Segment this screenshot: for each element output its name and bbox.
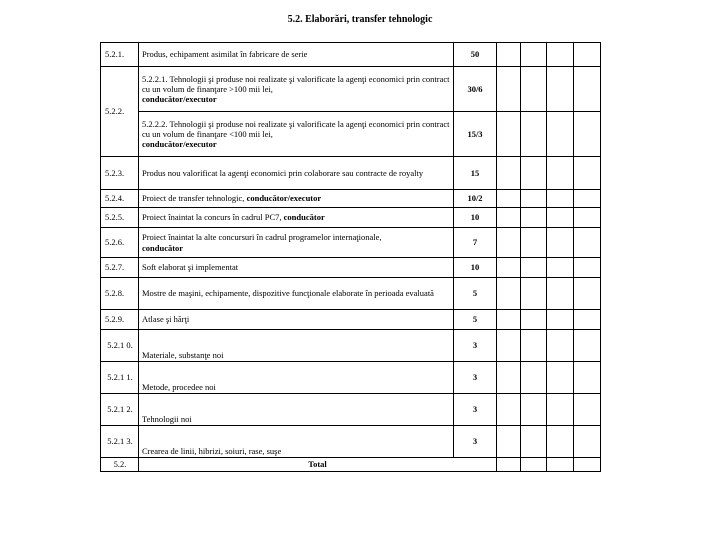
- empty-cell: [547, 330, 574, 362]
- empty-cell: [521, 157, 547, 190]
- total-row: [101, 458, 601, 472]
- empty-cell: [521, 458, 547, 472]
- row-code: 5.2.9.: [101, 310, 139, 330]
- empty-cell: [574, 258, 601, 278]
- row-code: 5.2.8.: [101, 278, 139, 310]
- empty-cell: [521, 208, 547, 228]
- row-score: 7: [454, 228, 497, 258]
- empty-cell: [574, 310, 601, 330]
- empty-cell: [497, 228, 521, 258]
- table-row: [101, 258, 601, 278]
- row-description: 5.2.2.2. Tehnologii şi produse noi realizate şi valorificate la agenţi economici prin contract cu un volum de finanţare <100 mii lei, conducător/executor: [139, 112, 454, 157]
- empty-cell: [521, 362, 547, 394]
- table-row: [101, 426, 601, 458]
- empty-cell: [574, 228, 601, 258]
- row-code: 5.2.7.: [101, 258, 139, 278]
- empty-cell: [497, 67, 521, 112]
- empty-cell: [547, 112, 574, 157]
- empty-cell: [547, 258, 574, 278]
- empty-cell: [574, 157, 601, 190]
- row-score: 5: [454, 310, 497, 330]
- empty-cell: [547, 208, 574, 228]
- table-row: [101, 394, 601, 426]
- row-description: Materiale, substanţe noi: [139, 330, 454, 362]
- empty-cell: [574, 67, 601, 112]
- empty-cell: [574, 362, 601, 394]
- role-label: conducător/executor: [142, 94, 217, 105]
- row-code: 5.2.5.: [101, 208, 139, 228]
- row-description: Mostre de maşini, echipamente, dispozitive funcţionale elaborate în perioada evaluată: [139, 278, 454, 310]
- empty-cell: [497, 394, 521, 426]
- empty-cell: [547, 362, 574, 394]
- row-code: 5.2.1 1.: [101, 362, 139, 394]
- empty-cell: [574, 330, 601, 362]
- total-code: 5.2.: [101, 458, 139, 472]
- row-description: Crearea de linii, hibrizi, soiuri, rase, suşe: [139, 426, 454, 458]
- empty-cell: [521, 258, 547, 278]
- row-score: 10: [454, 208, 497, 228]
- empty-cell: [497, 208, 521, 228]
- total-label: Total: [139, 458, 497, 472]
- empty-cell: [497, 43, 521, 67]
- role-label: conducător: [283, 212, 325, 223]
- row-description: Produs nou valorificat la agenţi economici prin colaborare sau contracte de royalty: [139, 157, 454, 190]
- row-code: 5.2.1.: [101, 43, 139, 67]
- empty-cell: [574, 458, 601, 472]
- table-row: [101, 278, 601, 310]
- empty-cell: [497, 278, 521, 310]
- row-code: 5.2.3.: [101, 157, 139, 190]
- empty-cell: [497, 190, 521, 208]
- empty-cell: [497, 330, 521, 362]
- empty-cell: [521, 426, 547, 458]
- row-code: 5.2.6.: [101, 228, 139, 258]
- empty-cell: [547, 394, 574, 426]
- row-score: 3: [454, 330, 497, 362]
- row-description: Tehnologii noi: [139, 394, 454, 426]
- empty-cell: [497, 112, 521, 157]
- empty-cell: [547, 157, 574, 190]
- table-row: [101, 157, 601, 190]
- empty-cell: [521, 43, 547, 67]
- empty-cell: [497, 426, 521, 458]
- row-score: 15: [454, 157, 497, 190]
- empty-cell: [574, 208, 601, 228]
- table-row: [101, 330, 601, 362]
- row-description: Proiect înaintat la concurs în cadrul PC7, conducător: [139, 208, 454, 228]
- empty-cell: [574, 394, 601, 426]
- empty-cell: [521, 190, 547, 208]
- row-score: 10: [454, 258, 497, 278]
- table-row: [101, 208, 601, 228]
- table-row: [101, 190, 601, 208]
- empty-cell: [497, 258, 521, 278]
- empty-cell: [497, 157, 521, 190]
- row-score: 3: [454, 362, 497, 394]
- row-code: 5.2.1 3.: [101, 426, 139, 458]
- role-label: conducător/executor: [246, 193, 322, 204]
- empty-cell: [574, 43, 601, 67]
- empty-cell: [497, 362, 521, 394]
- row-score: 50: [454, 43, 497, 67]
- row-description: Produs, echipament asimilat în fabricare de serie: [139, 43, 454, 67]
- empty-cell: [547, 458, 574, 472]
- row-code: 5.2.1 2.: [101, 394, 139, 426]
- table-row: [101, 67, 601, 112]
- row-description: Proiect de transfer tehnologic, conducător/executor: [139, 190, 454, 208]
- empty-cell: [547, 278, 574, 310]
- empty-cell: [547, 67, 574, 112]
- empty-cell: [521, 330, 547, 362]
- row-description: Soft elaborat şi implementat: [139, 258, 454, 278]
- empty-cell: [547, 43, 574, 67]
- empty-cell: [574, 278, 601, 310]
- table-row: [101, 310, 601, 330]
- empty-cell: [547, 228, 574, 258]
- table-row: [101, 228, 601, 258]
- empty-cell: [574, 190, 601, 208]
- empty-cell: [574, 112, 601, 157]
- row-score: 3: [454, 426, 497, 458]
- role-label: conducător/executor: [142, 139, 217, 150]
- row-description: Metode, procedee noi: [139, 362, 454, 394]
- role-label: conducător: [142, 242, 184, 253]
- empty-cell: [521, 67, 547, 112]
- empty-cell: [521, 394, 547, 426]
- row-description: 5.2.2.1. Tehnologii şi produse noi realizate şi valorificate la agenţi economici prin contract cu un volum de finanţare >100 mii lei, conducător/executor: [139, 67, 454, 112]
- empty-cell: [497, 458, 521, 472]
- table-row: [101, 362, 601, 394]
- page-title: 5.2. Elaborări, transfer tehnologic: [287, 14, 433, 25]
- row-description: Proiect înaintat la alte concursuri în cadrul programelor internaţionale, conducător: [139, 228, 454, 258]
- empty-cell: [547, 310, 574, 330]
- row-score: 5: [454, 278, 497, 310]
- row-code: 5.2.4.: [101, 190, 139, 208]
- empty-cell: [574, 426, 601, 458]
- row-score: 15/3: [454, 112, 497, 157]
- empty-cell: [547, 190, 574, 208]
- row-code: 5.2.1 0.: [101, 330, 139, 362]
- empty-cell: [521, 278, 547, 310]
- table-row: [101, 112, 601, 157]
- empty-cell: [497, 310, 521, 330]
- row-score: 3: [454, 394, 497, 426]
- row-code: 5.2.2.: [101, 67, 139, 157]
- row-score: 30/6: [454, 67, 497, 112]
- empty-cell: [521, 310, 547, 330]
- evaluation-table: [100, 42, 601, 472]
- row-description: Atlase şi hărţi: [139, 310, 454, 330]
- empty-cell: [521, 112, 547, 157]
- empty-cell: [521, 228, 547, 258]
- row-score: 10/2: [454, 190, 497, 208]
- empty-cell: [547, 426, 574, 458]
- table-row: [101, 43, 601, 67]
